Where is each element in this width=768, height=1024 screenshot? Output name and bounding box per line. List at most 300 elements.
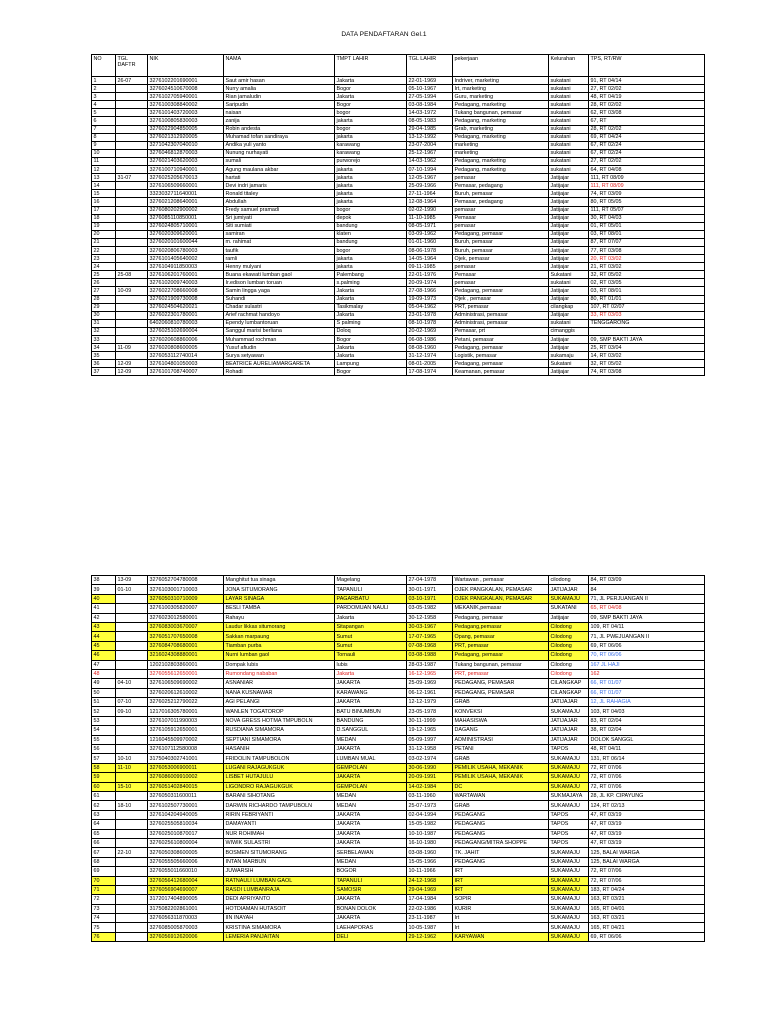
cell-no: 73 xyxy=(92,904,116,913)
cell-pekerjaan: PEDAGANG xyxy=(453,829,549,838)
cell-no: 65 xyxy=(92,829,116,838)
cell-no: 67 xyxy=(92,848,116,857)
cell-nama: Saut amir hasan xyxy=(224,77,335,85)
cell-no: 50 xyxy=(92,688,116,697)
header-cell-pekerjaan: pekerjaan xyxy=(453,55,549,77)
cell-tps: 14, RT 03/02 xyxy=(589,352,705,360)
cell-tgl-daftr xyxy=(116,327,148,335)
cell-kelurahan: sukatani xyxy=(549,157,589,165)
cell-tgl-lahir: 15-05-1966 xyxy=(407,857,453,866)
cell-no: 76 xyxy=(92,932,116,941)
cell-nik: 3276105912650001 xyxy=(148,726,224,735)
cell-tmpt-lahir: bandung xyxy=(335,238,407,246)
cell-nik: 3276021909730008 xyxy=(148,295,224,303)
table-row xyxy=(92,85,705,93)
cell-tmpt-lahir: karawang xyxy=(335,141,407,149)
cell-pekerjaan: PETANI xyxy=(453,745,549,754)
cell-no: 6 xyxy=(92,117,116,125)
cell-tgl-daftr: 13-09 xyxy=(116,576,148,585)
cell-kelurahan: Jatijajar xyxy=(549,182,589,190)
table-row xyxy=(92,782,705,791)
table-row xyxy=(92,914,705,923)
cell-tgl-lahir: 14-02-1984 xyxy=(407,782,453,791)
cell-tmpt-lahir: Jakarta xyxy=(335,352,407,360)
cell-pekerjaan: ADMINISTRASI xyxy=(453,735,549,744)
cell-tmpt-lahir: Bogor xyxy=(335,368,407,376)
cell-tgl-daftr xyxy=(116,932,148,941)
cell-no: 41 xyxy=(92,604,116,613)
cell-kelurahan: SUKAMAJU xyxy=(549,885,589,894)
cell-tgl-lahir: 03-10-1971 xyxy=(407,594,453,603)
cell-tmpt-lahir: JAKARTA xyxy=(335,829,407,838)
cell-pekerjaan: GRAB xyxy=(453,754,549,763)
table-row xyxy=(92,101,705,109)
cell-nama: naisan xyxy=(224,109,335,117)
cell-pekerjaan: Ojek , pemasar xyxy=(453,295,549,303)
cell-kelurahan: Jatijajar xyxy=(549,344,589,352)
cell-tps: 01, RT 05/01 xyxy=(589,222,705,230)
cell-nama: Ir.edison lumban toruan xyxy=(224,279,335,287)
cell-tps: 69, RT 04/24 xyxy=(589,133,705,141)
cell-tgl-daftr xyxy=(116,125,148,133)
table-row xyxy=(92,190,705,198)
table-row xyxy=(92,885,705,894)
cell-no: 39 xyxy=(92,585,116,594)
cell-nik: 3276056904690007 xyxy=(148,885,224,894)
cell-no: 34 xyxy=(92,344,116,352)
table-row xyxy=(92,360,705,368)
cell-kelurahan: Cilodong xyxy=(549,669,589,678)
cell-nama: zanija xyxy=(224,117,335,125)
cell-pekerjaan: Pedagang, pemasar xyxy=(453,651,549,660)
cell-nik: 3276022904850005 xyxy=(148,125,224,133)
cell-kelurahan: JATIJAJAR xyxy=(549,698,589,707)
cell-tgl-lahir: 09-11-1985 xyxy=(407,263,453,271)
cell-nama: LIGONDRO RAJAGUKGUK xyxy=(224,782,335,791)
cell-tps: DOLOK SANGGL xyxy=(589,735,705,744)
cell-kelurahan: SUKAMAJU xyxy=(549,857,589,866)
cell-nama: Nurry amalia xyxy=(224,85,335,93)
table-row xyxy=(92,271,705,279)
cell-no: 46 xyxy=(92,651,116,660)
cell-pekerjaan: KURIR xyxy=(453,904,549,913)
cell-pekerjaan: Wartawan , pemasar xyxy=(453,576,549,585)
cell-tgl-daftr xyxy=(116,230,148,238)
cell-nik: 3276101405640002 xyxy=(148,255,224,263)
table-row xyxy=(92,820,705,829)
cell-no: 5 xyxy=(92,109,116,117)
cell-tgl-daftr xyxy=(116,923,148,932)
table-row xyxy=(92,698,705,707)
cell-tgl-lahir: 14-03-1972 xyxy=(407,109,453,117)
cell-kelurahan: Jatijajar xyxy=(549,190,589,198)
cell-nik: 3276024805710001 xyxy=(148,222,224,230)
cell-tps: 67, RT 02/24 xyxy=(589,149,705,157)
cell-tgl-daftr xyxy=(116,669,148,678)
cell-tps: 65, RT 04/08 xyxy=(589,604,705,613)
cell-nik: 1217016305780001 xyxy=(148,707,224,716)
cell-nik: 3276024504620021 xyxy=(148,303,224,311)
cell-kelurahan: sukatani xyxy=(549,93,589,101)
cell-no: 24 xyxy=(92,263,116,271)
cell-tps: 69, RT 06/06 xyxy=(589,932,705,941)
cell-nik: 3276046812870003 xyxy=(148,149,224,157)
cell-tgl-lahir: 05-04-1962 xyxy=(407,303,453,311)
cell-tps: 111, RT 08/09 xyxy=(589,174,705,182)
cell-tgl-lahir: 15-05-1982 xyxy=(407,820,453,829)
cell-kelurahan: sukatani xyxy=(549,109,589,117)
cell-tgl-lahir: 23-11-1987 xyxy=(407,914,453,923)
cell-nama: WIWIK SULASTRI xyxy=(224,838,335,847)
cell-nama: Fredy samuel pramadi xyxy=(224,206,335,214)
cell-tps: 28, RT 02/02 xyxy=(589,101,705,109)
cell-nik: 3276056912620006 xyxy=(148,932,224,941)
cell-no: 53 xyxy=(92,716,116,725)
cell-tgl-daftr xyxy=(116,791,148,800)
cell-tgl-daftr xyxy=(116,263,148,271)
cell-kelurahan: SUKAMAJU xyxy=(549,801,589,810)
cell-tgl-lahir: 20-02-1969 xyxy=(407,327,453,335)
cell-kelurahan: sukatani xyxy=(549,77,589,85)
cell-tgl-lahir: 25-09-1969 xyxy=(407,679,453,688)
cell-kelurahan: Jatijajar xyxy=(549,222,589,230)
cell-tgl-lahir: 03-02-1974 xyxy=(407,754,453,763)
cell-nik: 3276100805830003 xyxy=(148,117,224,125)
cell-tgl-lahir: 17-07-1965 xyxy=(407,632,453,641)
table-row xyxy=(92,157,705,165)
header-cell-kelurahan: Kelurahan xyxy=(549,55,589,77)
cell-nik: 3276025610800004 xyxy=(148,838,224,847)
table-row xyxy=(92,604,705,613)
cell-nik: 3276084708680001 xyxy=(148,641,224,650)
cell-tps: 02, RT 03/05 xyxy=(589,279,705,287)
cell-no: 48 xyxy=(92,669,116,678)
cell-nama: Suhandi xyxy=(224,295,335,303)
cell-tmpt-lahir: Sitapangan xyxy=(335,622,407,631)
table-row xyxy=(92,287,705,295)
cell-kelurahan: Jatijajar xyxy=(549,198,589,206)
cell-pekerjaan: PRT, pemasar xyxy=(453,641,549,650)
cell-tmpt-lahir: jakarta xyxy=(335,198,407,206)
cell-no: 1 xyxy=(92,77,116,85)
cell-kelurahan: SUKAMAJU xyxy=(549,895,589,904)
cell-tgl-lahir: 08-06-1978 xyxy=(407,246,453,254)
cell-tgl-daftr: 07-10 xyxy=(116,698,148,707)
cell-kelurahan: Jatijajar xyxy=(549,238,589,246)
cell-tmpt-lahir: JAKARTA xyxy=(335,838,407,847)
cell-kelurahan: cilangkap xyxy=(549,303,589,311)
cell-tgl-lahir: 12-12-1979 xyxy=(407,698,453,707)
cell-tgl-lahir: 25-12-1967 xyxy=(407,149,453,157)
cell-tps: 47, RT 03/19 xyxy=(589,810,705,819)
cell-nik: 3276101403720003 xyxy=(148,109,224,117)
cell-nama: Dompak lubis xyxy=(224,660,335,669)
cell-pekerjaan: Pedagang, marketing xyxy=(453,101,549,109)
cell-nik: 3276051707650008 xyxy=(148,632,224,641)
cell-no: 20 xyxy=(92,230,116,238)
cell-nama: ramli xyxy=(224,255,335,263)
cell-tgl-lahir: 03-09-1962 xyxy=(407,230,453,238)
cell-tps xyxy=(589,327,705,335)
table-row xyxy=(92,182,705,190)
cell-tgl-daftr xyxy=(116,295,148,303)
cell-nama: JUWARSIH xyxy=(224,867,335,876)
cell-pekerjaan: Guru, marketing xyxy=(453,93,549,101)
cell-pekerjaan: Opang, pemasar xyxy=(453,632,549,641)
cell-no: 9 xyxy=(92,141,116,149)
cell-no: 44 xyxy=(92,632,116,641)
cell-tps: 80, RT 01/01 xyxy=(589,295,705,303)
cell-tgl-lahir: 10-10-1987 xyxy=(407,829,453,838)
cell-no: 64 xyxy=(92,820,116,829)
cell-pekerjaan: IRT xyxy=(453,867,549,876)
cell-nik: 3276101708740007 xyxy=(148,368,224,376)
cell-pekerjaan: pemasar xyxy=(453,263,549,271)
table-row xyxy=(92,238,705,246)
cell-pekerjaan: Buruh, pemasar xyxy=(453,246,549,254)
cell-tmpt-lahir: bogor xyxy=(335,125,407,133)
cell-tgl-daftr xyxy=(116,198,148,206)
cell-no: 8 xyxy=(92,133,116,141)
cell-tmpt-lahir: Jakarta xyxy=(335,295,407,303)
cell-tgl-daftr xyxy=(116,246,148,254)
cell-pekerjaan: Pedagang,pemasar xyxy=(453,622,549,631)
cell-nama: Agung maulana akbar xyxy=(224,166,335,174)
cell-tgl-daftr xyxy=(116,735,148,744)
cell-tmpt-lahir: bandung xyxy=(335,222,407,230)
cell-nama: Ronald titaley xyxy=(224,190,335,198)
table-row xyxy=(92,117,705,125)
cell-tps: 03, RT 08/01 xyxy=(589,287,705,295)
cell-no: 40 xyxy=(92,594,116,603)
cell-nama: DAMAYANTI xyxy=(224,820,335,829)
cell-pekerjaan: PEDAGANG xyxy=(453,857,549,866)
cell-tmpt-lahir: depok xyxy=(335,214,407,222)
cell-nik: 6402060810780003 xyxy=(148,319,224,327)
registration-table-1 xyxy=(91,54,705,376)
table-row xyxy=(92,206,705,214)
cell-tgl-lahir: 23-05-1978 xyxy=(407,707,453,716)
cell-nik: 3276056412680004 xyxy=(148,876,224,885)
cell-tmpt-lahir: jakarta xyxy=(335,166,407,174)
cell-nama: NANA KUSNAWAR xyxy=(224,688,335,697)
cell-tgl-daftr xyxy=(116,594,148,603)
cell-pekerjaan: PEDAGANG xyxy=(453,820,549,829)
cell-tmpt-lahir: JAKARTA xyxy=(335,820,407,829)
cell-pekerjaan: Irt xyxy=(453,923,549,932)
table-row xyxy=(92,763,705,772)
cell-tps: 67, RT xyxy=(589,117,705,125)
cell-no: 43 xyxy=(92,622,116,631)
table-row xyxy=(92,829,705,838)
cell-tmpt-lahir: SERBELAWAN xyxy=(335,848,407,857)
cell-nama: JONA SITUMORANG xyxy=(224,585,335,594)
cell-nik: 3276055612650001 xyxy=(148,669,224,678)
cell-tps: 38, RT 02/04 xyxy=(589,726,705,735)
cell-pekerjaan: pemasar xyxy=(453,174,549,182)
cell-tmpt-lahir: Jakarta xyxy=(335,344,407,352)
cell-no: 17 xyxy=(92,206,116,214)
cell-kelurahan: SUKAMAJU xyxy=(549,914,589,923)
cell-tgl-daftr xyxy=(116,222,148,230)
cell-kelurahan: sukatani xyxy=(549,117,589,125)
cell-tps: 62, RT 03/08 xyxy=(589,109,705,117)
cell-nik: 3276052704780008 xyxy=(148,576,224,585)
cell-kelurahan: Jatijajar xyxy=(549,368,589,376)
cell-tgl-lahir: 29-04-1969 xyxy=(407,885,453,894)
cell-tgl-daftr: 25-08 xyxy=(116,271,148,279)
table-header-row xyxy=(92,55,705,77)
cell-tgl-daftr xyxy=(116,688,148,697)
cell-tgl-lahir: 06-12-1961 xyxy=(407,688,453,697)
cell-tgl-lahir: 20-09-1974 xyxy=(407,279,453,287)
cell-tps: 163, RT 03/21 xyxy=(589,895,705,904)
table-row xyxy=(92,246,705,254)
cell-tmpt-lahir: LAEHAPORAS xyxy=(335,923,407,932)
cell-kelurahan: Cilodong xyxy=(549,622,589,631)
cell-no: 42 xyxy=(92,613,116,622)
table-row xyxy=(92,838,705,847)
cell-tps: 71, JL PWEJUANGAN II xyxy=(589,632,705,641)
cell-tmpt-lahir: MEDAN xyxy=(335,791,407,800)
cell-tgl-lahir: 13-12-1992 xyxy=(407,133,453,141)
cell-kelurahan: Jatijajar xyxy=(549,263,589,271)
cell-nama: Ependy lumbantoruan xyxy=(224,319,335,327)
cell-no: 61 xyxy=(92,791,116,800)
cell-no: 14 xyxy=(92,182,116,190)
cell-kelurahan: Jatijajar xyxy=(549,613,589,622)
cell-tgl-daftr xyxy=(116,157,148,165)
cell-kelurahan: sukatani xyxy=(549,319,589,327)
table-row xyxy=(92,810,705,819)
table-row xyxy=(92,679,705,688)
table-row xyxy=(92,735,705,744)
cell-no: 23 xyxy=(92,255,116,263)
cell-kelurahan: sukatani xyxy=(549,125,589,133)
table-row xyxy=(92,336,705,344)
cell-nik: 3276100710940001 xyxy=(148,166,224,174)
cell-pekerjaan: IRT xyxy=(453,885,549,894)
cell-tgl-lahir: 08-05-1983 xyxy=(407,117,453,125)
table-row xyxy=(92,222,705,230)
cell-tmpt-lahir: KARAWANG xyxy=(335,688,407,697)
cell-no: 11 xyxy=(92,157,116,165)
table-row xyxy=(92,641,705,650)
header-cell-tps: TPS, RT/RW xyxy=(589,55,705,77)
cell-nama: Laudur likkas situmorang xyxy=(224,622,335,631)
cell-kelurahan: SUKAMAJU xyxy=(549,932,589,941)
cell-nik: 3276086009910002 xyxy=(148,773,224,782)
cell-nama: RUSDIANA SIMAMORA xyxy=(224,726,335,735)
cell-tps: 03, RT 08/01 xyxy=(589,230,705,238)
cell-pekerjaan: DC xyxy=(453,782,549,791)
cell-pekerjaan: Pemasar, prt xyxy=(453,327,549,335)
cell-kelurahan: TAPOS xyxy=(549,829,589,838)
cell-pekerjaan: marketing xyxy=(453,141,549,149)
cell-no: 62 xyxy=(92,801,116,810)
cell-tgl-daftr xyxy=(116,303,148,311)
cell-nama: Samin lingga yaga xyxy=(224,287,335,295)
cell-nama: BESLI TAMBA xyxy=(224,604,335,613)
cell-kelurahan: SUKAMAJU xyxy=(549,707,589,716)
cell-nik: 3276102705940001 xyxy=(148,93,224,101)
registration-table-2 xyxy=(91,575,705,942)
cell-tgl-daftr xyxy=(116,810,148,819)
cell-tmpt-lahir: S palming xyxy=(335,319,407,327)
header-cell-tgl-daftr: TGL DAFTR xyxy=(116,55,148,77)
cell-tgl-daftr xyxy=(116,745,148,754)
cell-kelurahan: JATIJAJAR xyxy=(549,585,589,594)
cell-no: 54 xyxy=(92,726,116,735)
cell-nama: RATNAULI LUMBAN GAOL xyxy=(224,876,335,885)
cell-pekerjaan: Ojek, pemasar xyxy=(453,255,549,263)
cell-tgl-daftr xyxy=(116,279,148,287)
table-row xyxy=(92,585,705,594)
cell-tps: 47, RT 03/19 xyxy=(589,829,705,838)
table-row xyxy=(92,576,705,585)
cell-tgl-daftr: 22-10 xyxy=(116,848,148,857)
cell-no: 75 xyxy=(92,923,116,932)
cell-pekerjaan: PEMILIK USAHA, MEKANIK xyxy=(453,763,549,772)
cell-tmpt-lahir: PARDOMUAN NAULI xyxy=(335,604,407,613)
cell-nik: 3276106201760001 xyxy=(148,271,224,279)
cell-no: 36 xyxy=(92,360,116,368)
cell-no: 15 xyxy=(92,190,116,198)
cell-tgl-lahir: 22-01-1969 xyxy=(407,77,453,85)
cell-tmpt-lahir: Palembang xyxy=(335,271,407,279)
cell-kelurahan: TAPOS xyxy=(549,838,589,847)
cell-pekerjaan: OJEK PANGKALAN, PEMASAR xyxy=(453,594,549,603)
cell-tmpt-lahir: SAMOSIR xyxy=(335,885,407,894)
cell-kelurahan: SUKAMAJU xyxy=(549,773,589,782)
header-cell-tmpt-lahir: TMPT LAHIR xyxy=(335,55,407,77)
table-row xyxy=(92,255,705,263)
cell-nama: Devi indri jamaris xyxy=(224,182,335,190)
cell-tmpt-lahir: jakarta xyxy=(335,174,407,182)
cell-pekerjaan: PEMILIK USAHA, MEKANIK xyxy=(453,773,549,782)
cell-nama: ASNANIAR xyxy=(224,679,335,688)
cell-tgl-lahir: 23-07-2004 xyxy=(407,141,453,149)
cell-pekerjaan: PEDAGANG, PEMASAR xyxy=(453,688,549,697)
cell-kelurahan: Sukatani xyxy=(549,360,589,368)
table-row xyxy=(92,660,705,669)
cell-tgl-daftr xyxy=(116,660,148,669)
cell-no: 25 xyxy=(92,271,116,279)
cell-tgl-daftr xyxy=(116,726,148,735)
cell-nama: Siti sumiati xyxy=(224,222,335,230)
table-row xyxy=(92,368,705,376)
cell-nik: 3276085110850001 xyxy=(148,214,224,222)
cell-tgl-daftr xyxy=(116,141,148,149)
cell-kelurahan: SUKATANI xyxy=(549,604,589,613)
cell-nik: 3276020612610002 xyxy=(148,688,224,697)
cell-nama: Nurni lumban gaol xyxy=(224,651,335,660)
cell-tgl-lahir: 22-02-1986 xyxy=(407,904,453,913)
cell-tps: 109, RT 04/11 xyxy=(589,622,705,631)
cell-nama: DARWIN RICHARDO TAMPUBOLN xyxy=(224,801,335,810)
cell-tgl-lahir: 03-08-1988 xyxy=(407,651,453,660)
cell-pekerjaan: DAGANG xyxy=(453,726,549,735)
cell-no: 13 xyxy=(92,174,116,182)
cell-nama: HOTDIAMAN HUTASOIT xyxy=(224,904,335,913)
cell-tgl-lahir: 05-10-1967 xyxy=(407,85,453,93)
cell-tps: 83, RT 02/04 xyxy=(589,716,705,725)
cell-pekerjaan: MEKANIK,pemasar xyxy=(453,604,549,613)
cell-pekerjaan: Pedagang, pemasar xyxy=(453,344,549,352)
cell-nik: 3276025010870017 xyxy=(148,829,224,838)
cell-nik: 3172017404890005 xyxy=(148,895,224,904)
table-row xyxy=(92,632,705,641)
